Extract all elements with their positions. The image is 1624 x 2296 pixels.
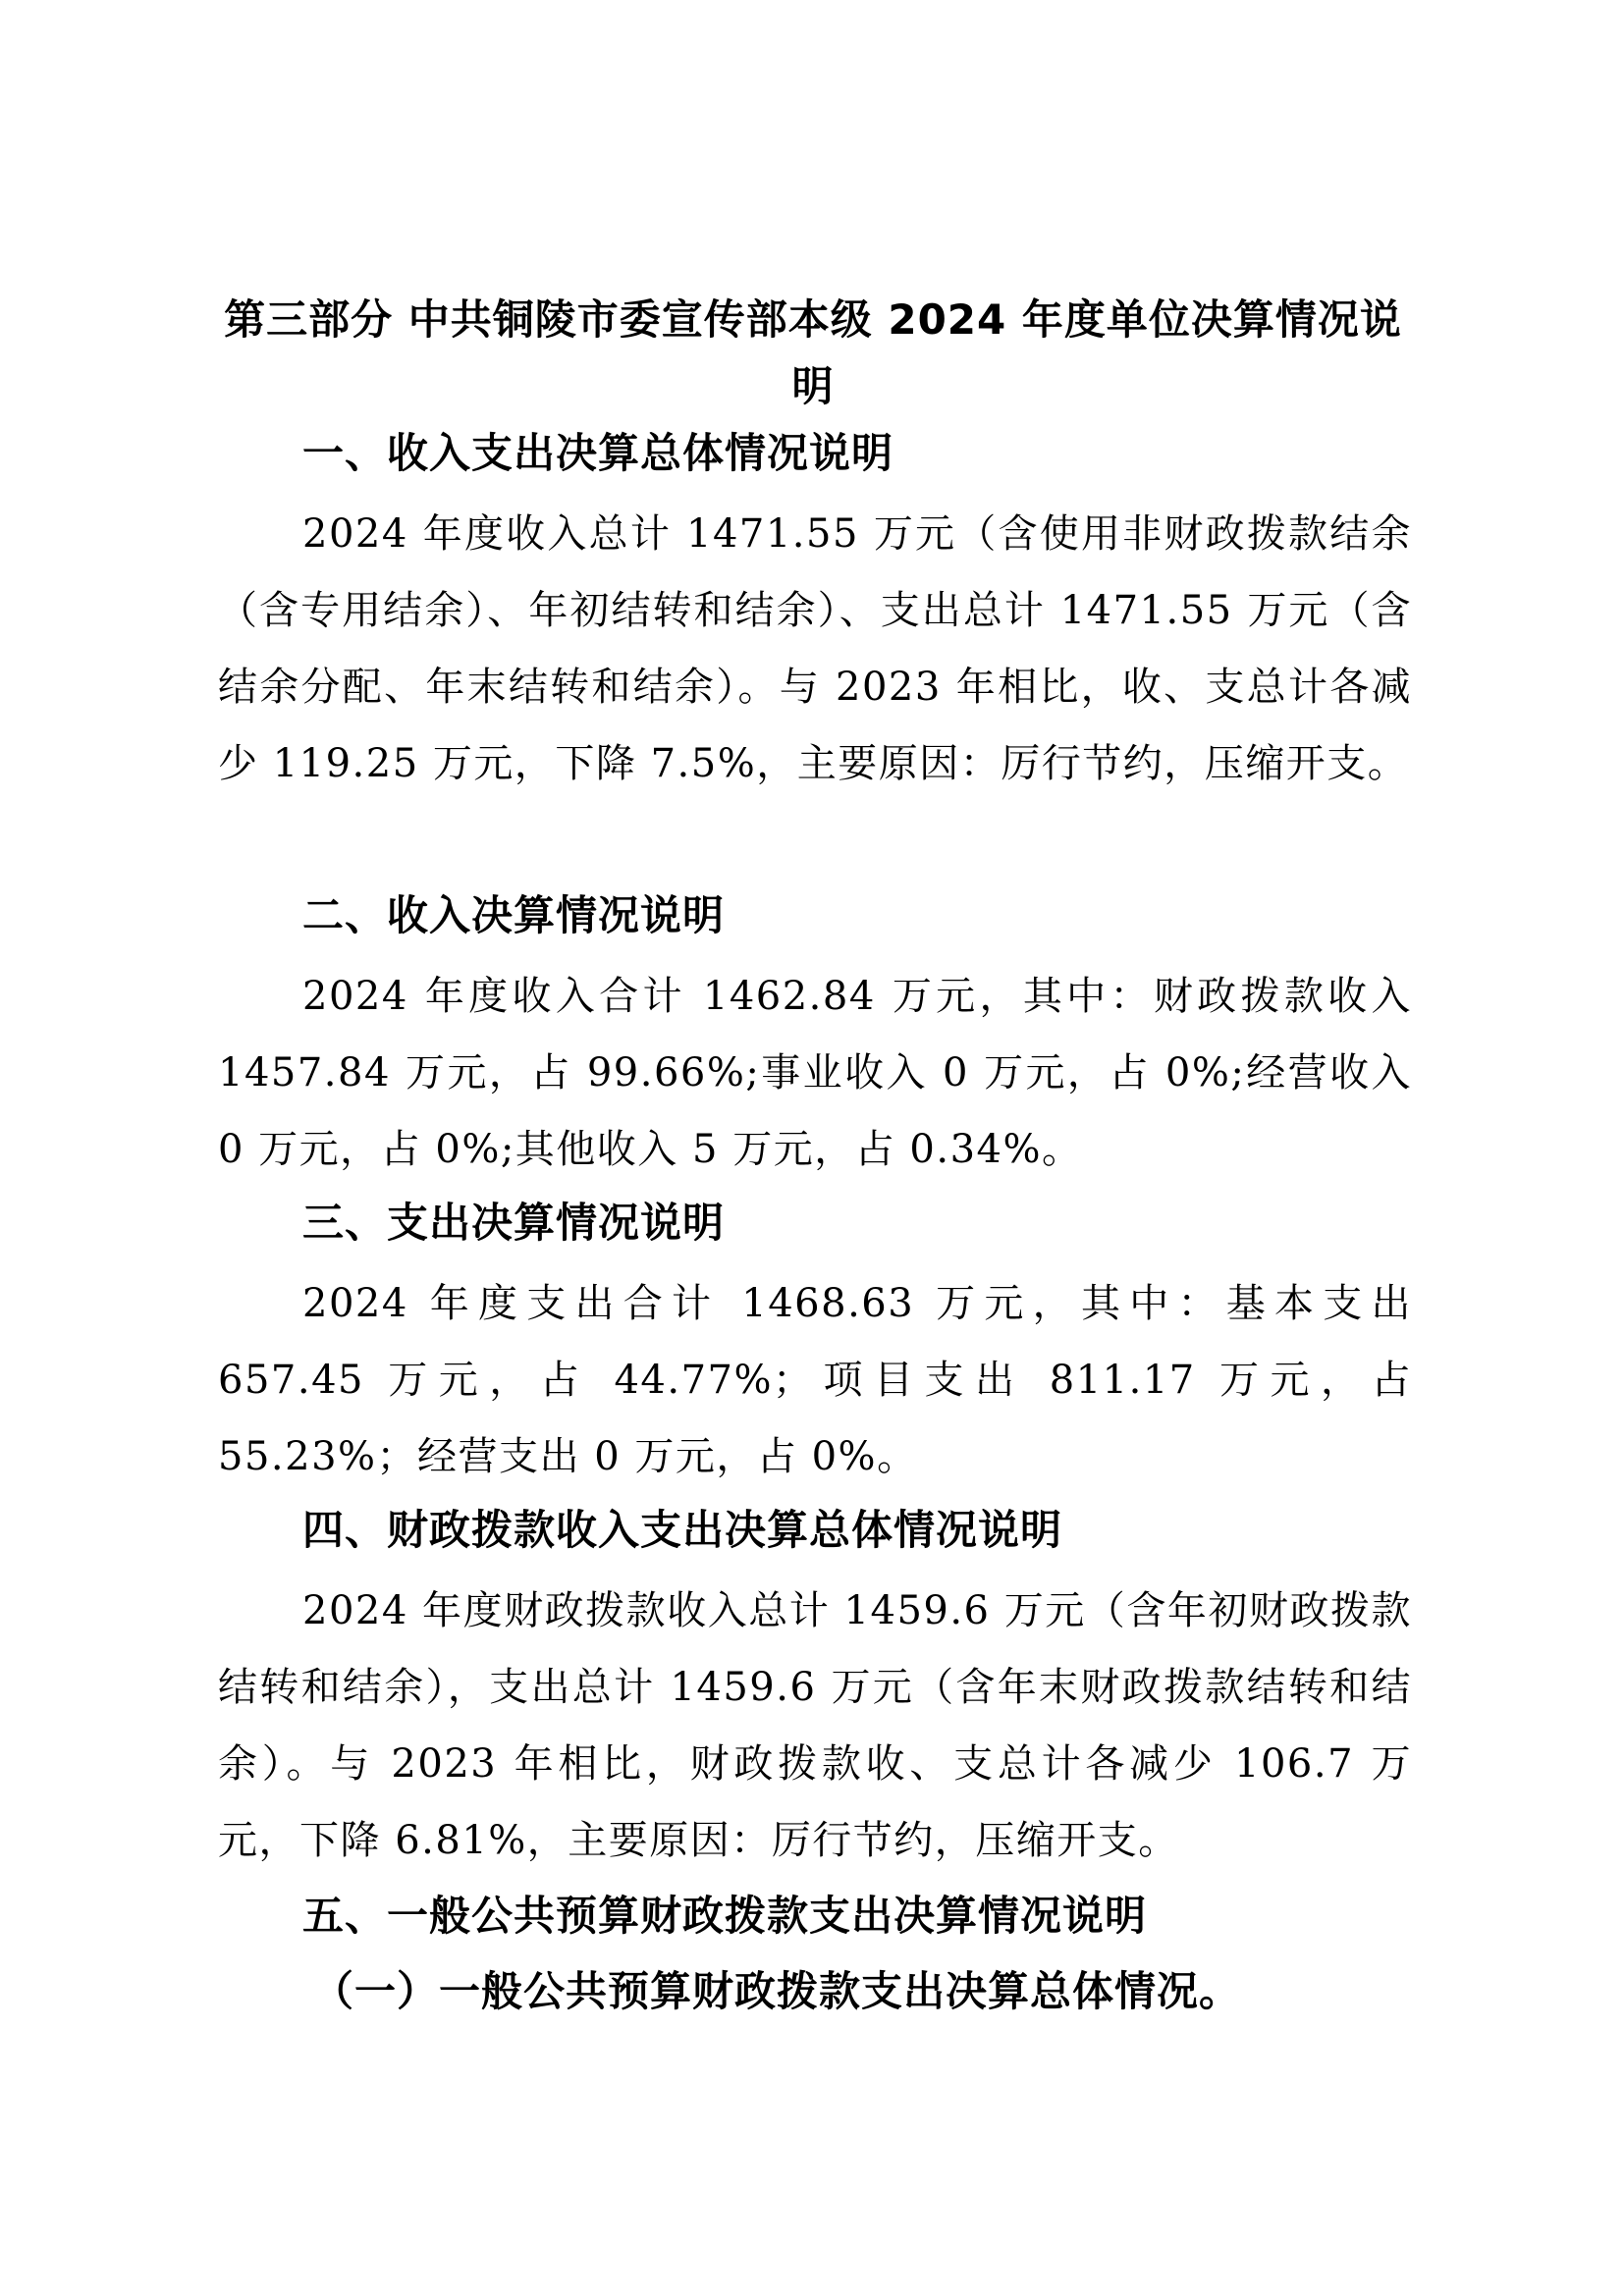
subsection-heading: （一）一般公共预算财政拨款支出决算总体情况。 [312, 1967, 1242, 2015]
section-paragraph-3: 2024 年度支出合计 1468.63 万元，其中：基本支出 657.45 万元，占 44.77%；项目支出 811.17 万元，占 55.23%；经营支出 0 万元，占 0%。 [218, 1281, 1412, 1479]
section-heading-2: 二、收入决算情况说明 [302, 891, 726, 939]
section-paragraph-2: 2024 年度收入合计 1462.84 万元，其中：财政拨款收入 1457.84 万元，占 99.66%;事业收入 0 万元，占 0%;经营收入 0 万元，占 0%;其他收入 5 万元，占 0.34%。 [218, 974, 1412, 1172]
section-heading-4: 四、财政拨款收入支出决算总体情况说明 [302, 1506, 1063, 1554]
section-heading-1: 一、收入支出决算总体情况说明 [302, 429, 894, 477]
section-paragraph-1: 2024 年度收入总计 1471.55 万元（含使用非财政拨款结余（含专用结余）、年初结转和结余）、支出总计 1471.55 万元（含结余分配、年末结转和结余）。与 2023 年相比，收、支总计各减少 119.25 万元，下降 7.5%，主要原因：厉行节约，压缩开支。 [218, 511, 1412, 786]
section-heading-5: 五、一般公共预算财政拨款支出决算情况说明 [302, 1892, 1148, 1940]
page-title: 第三部分 中共铜陵市委宣传部本级 2024 年度单位决算情况说明 [224, 295, 1402, 410]
section-heading-3: 三、支出决算情况说明 [302, 1199, 726, 1247]
section-paragraph-4: 2024 年度财政拨款收入总计 1459.6 万元（含年初财政拨款结转和结余），支出总计 1459.6 万元（含年末财政拨款结转和结余）。与 2023 年相比，财政拨款收、支总计各减少 106.7 万元，下降 6.81%，主要原因：厉行节约，压缩开支。 [218, 1588, 1412, 1863]
